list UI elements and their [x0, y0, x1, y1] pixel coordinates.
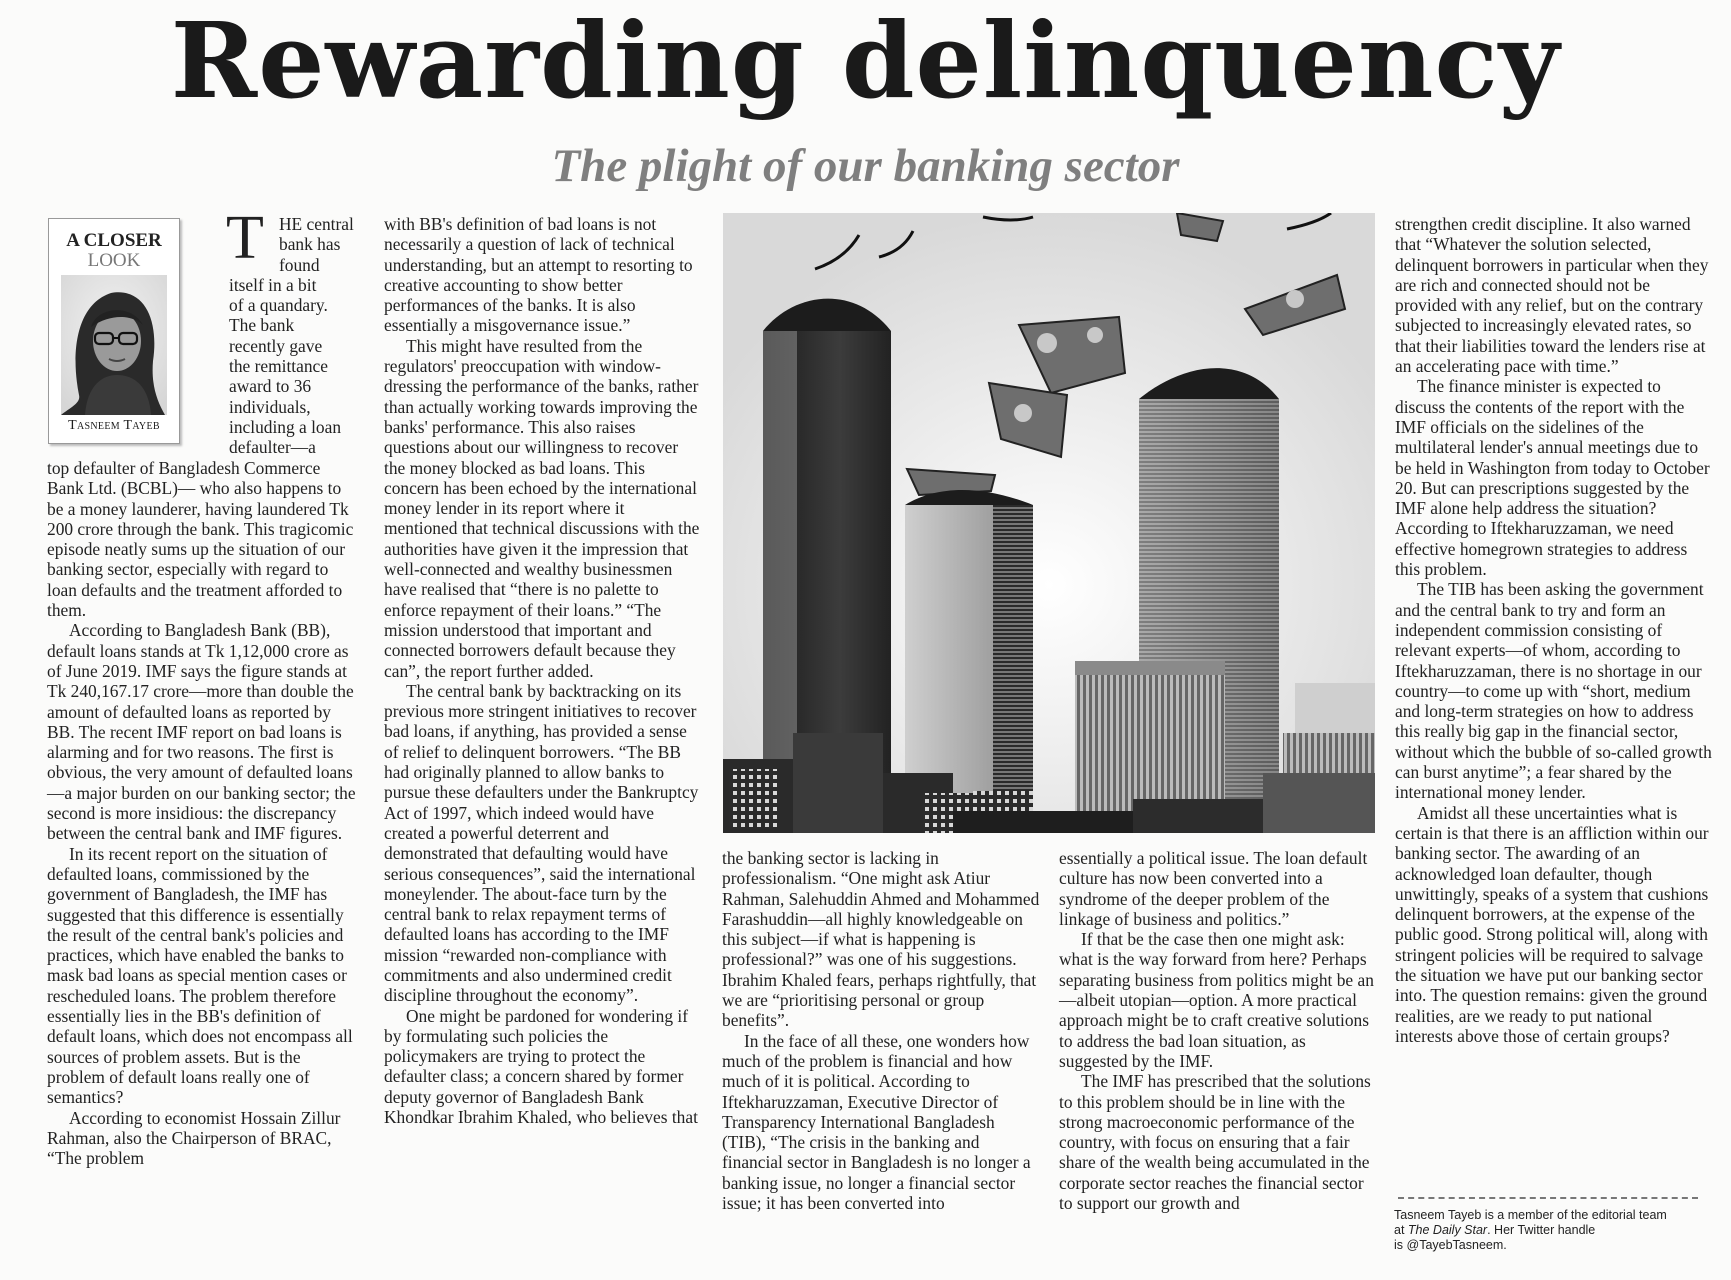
bio-line: is @TayebTasneem.: [1394, 1238, 1507, 1252]
intro-line: individuals,: [229, 396, 311, 417]
paragraph: the banking sector is lacking in professionalism. “One might ask Atiur Rahman, Salehuddin Ahmed and Mohammed Farashuddin—all highly knowledgeable on this subject—if what is happening is professional?” was one of his suggestions. Ibrahim Khaled fears, perhaps rightfully, that we are “prioritising personal or group benefits”.: [722, 848, 1040, 1031]
intro-line: itself in a bit: [229, 274, 317, 295]
drop-cap: T: [226, 204, 264, 272]
column-2: [384, 214, 702, 1127]
intro-line: award to 36: [229, 376, 312, 397]
intro-line: HE central: [279, 214, 354, 234]
intro-line: including a loan: [229, 416, 342, 437]
column-1-intro: [229, 214, 369, 458]
paragraph: The central bank by backtracking on its previous more stringent initiatives to recover bad loans, if anything, has provided a sense of relief to delinquent borrowers. “The BB had originally planned to allow banks to pursue these defaulters under the Bankruptcy Act of 1997, which indeed would have created a powerful deterrent and demonstrated that defaulting would have serious consequences”, said the international moneylender. The about-face turn by the central bank to relax repayment terms of defaulted loans has according to the IMF mission “rewarded non-compliance with commitments and also undermined credit discipline throughout the economy”.: [384, 680, 699, 1006]
column-5: [1395, 214, 1713, 1046]
paragraph: If that be the case then one might ask: what is the way forward from here? Perhaps separating business from politics might be an—albeit utopian—option. A more practical approach might be to craft creative solutions to address the bad loan situation, as suggested by the IMF.: [1059, 929, 1374, 1071]
paragraph: top defaulter of Bangladesh Commerce Bank Ltd. (BCBL)— who also happens to be a money launderer, having laundered Tk 200 crore through the bank. This tragicomic episode neatly sums up the situation of our banking sector, especially with regard to loan defaults and the treatment afforded to them.: [47, 458, 354, 621]
bio-line: Tasneem Tayeb is a member of the editorial team: [1394, 1208, 1667, 1222]
intro-line: bank has: [279, 234, 341, 255]
paragraph: essentially a political issue. The loan default culture has now been converted into a syndrome of the deeper problem of the linkage of business and politics.”: [1059, 848, 1368, 929]
paragraph: This might have resulted from the regulators' preoccupation with window-dressing the performance of the banks, rather than actually working towards improving the banks' performance. This also raises questions about our willingness to recover the money blocked as bad loans. This concern has been echoed by the international money lender in its report where it mentioned that technical discussions with the authorities have given it the impression that well-connected and wealthy businessmen have realised that “there is no palette to enforce repayment of their loans.” “The mission understood that important and connected borrowers default because they can”, the report further added.: [384, 335, 700, 681]
intro-line: recently gave: [229, 335, 323, 356]
intro-line: of a quandary.: [229, 295, 328, 316]
paragraph: The IMF has prescribed that the solutions to this problem should be in line with the strong macroeconomic performance of the country, with focus on ensuring that a fair share of the wealth being accumulated in the corporate sector reaches the financial sector to support our growth and: [1059, 1071, 1371, 1214]
columnist-box: [48, 218, 180, 444]
paragraph: One might be pardoned for wondering if by formulating such policies the policymakers are trying to protect the defaulter class; a concern shared by former deputy governor of Bangladesh Bank Khondkar Ibrahim Khaled, who believes that: [384, 1005, 698, 1128]
footer-divider: [1398, 1197, 1698, 1199]
paragraph: Amidst all these uncertainties what is certain is that there is an affliction within our banking sector. The awarding of an acknowledged loan defaulter, though unwittingly, speaks of a system that cushions delinquent borrowers, at the expense of the public good. Strong political will, along with stringent policies will be required to salvage the situation we have put our banking sector into. The question remains: given the ground realities, are we ready to put national interests above those of certain groups?: [1395, 802, 1709, 1046]
headline: Rewarding delinquency: [170, 0, 1561, 122]
intro-line: found: [279, 254, 320, 275]
column-title: A CLOSER: [66, 230, 162, 251]
paragraph: strengthen credit discipline. It also warned that “Whatever the solution selected, delinquent borrowers in particular when they are rich and connected should not be provided with any relief, but on the contrary subjected to increasingly elevated rates, so that their liabilities toward the lenders rise at an accelerating pace with time.”: [1395, 214, 1709, 377]
paragraph: The finance minister is expected to discuss the contents of the report with the IMF officials on the sidelines of the multilateral lender's annual meetings due to be held in Washington from today to October 20. But can prescriptions suggested by the IMF alone help address the situation? According to Iftekharuzzaman, we need effective homegrown strategies to address this problem.: [1395, 376, 1710, 580]
intro-line: defaulter—a: [229, 437, 316, 458]
paragraph: with BB's definition of bad loans is not necessarily a question of lack of technical understanding, but an attempt to resorting to creative accounting to show better performances of the banks. It is also essentially a misgovernance issue.”: [384, 214, 693, 336]
skyline-illustration: [723, 213, 1375, 833]
subheadline: The plight of our banking sector: [551, 140, 1180, 192]
paragraph: In its recent report on the situation of defaulted loans, commissioned by the government of Bangladesh, the IMF has suggested that this difference is essentially the result of the central bank's policies and practices, which have enabled the banks to mask bad loans as special mention cases or rescheduled loans. The problem therefore essentially lies in the BB's definition of default loans, which does not encompass all sources of problem assets. But is the problem of default loans really one of semantics?: [47, 843, 353, 1108]
author-photo: [61, 275, 167, 415]
author-name: Tasneem Tayeb: [68, 418, 160, 433]
publication-name: The Daily Star: [1407, 1223, 1488, 1237]
column-subtitle: LOOK: [87, 250, 141, 271]
paragraph: According to Bangladesh Bank (BB), default loans stands at Tk 1,12,000 crore as of June 2019. IMF says the figure stands at Tk 240,167.17 crore—more than double the amount of defaulted loans as reported by BB. The recent IMF report on bad loans is alarming and for two reasons. The first is obvious, the very amount of defaulted loans—a major burden on our banking sector; the second is more insidious: the discrepancy between the central bank and IMF figures.: [47, 620, 356, 844]
paragraph: The TIB has been asking the government and the central bank to try and form an independent commission consisting of relevant experts—of whom, according to Iftekharuzzaman, there is no shortage in our country—to come up with “short, medium and long-term strategies on how to address this really big gap in the financial sector, without which the bubble of so-called growth can burst anytime”; a fear shared by the international money lender.: [1395, 579, 1712, 803]
author-bio: [1394, 1208, 1704, 1253]
paragraph: According to economist Hossain Zillur Rahman, also the Chairperson of BRAC, “The problem: [47, 1107, 341, 1169]
column-3: [722, 848, 1040, 1213]
paragraph: In the face of all these, one wonders how much of the problem is financial and how much of it is political. According to Iftekharuzzaman, Executive Director of Transparency International Bangladesh (TIB), “The crisis in the banking and financial sector in Bangladesh is no longer a banking issue, no longer a financial sector issue; it has been converted into: [722, 1030, 1031, 1214]
column-1: [47, 458, 359, 1168]
intro-line: The bank: [229, 315, 295, 336]
column-4: [1059, 848, 1375, 1213]
intro-line: the remittance: [229, 356, 328, 377]
bio-line: at The Daily Star. Her Twitter handle: [1394, 1223, 1596, 1237]
